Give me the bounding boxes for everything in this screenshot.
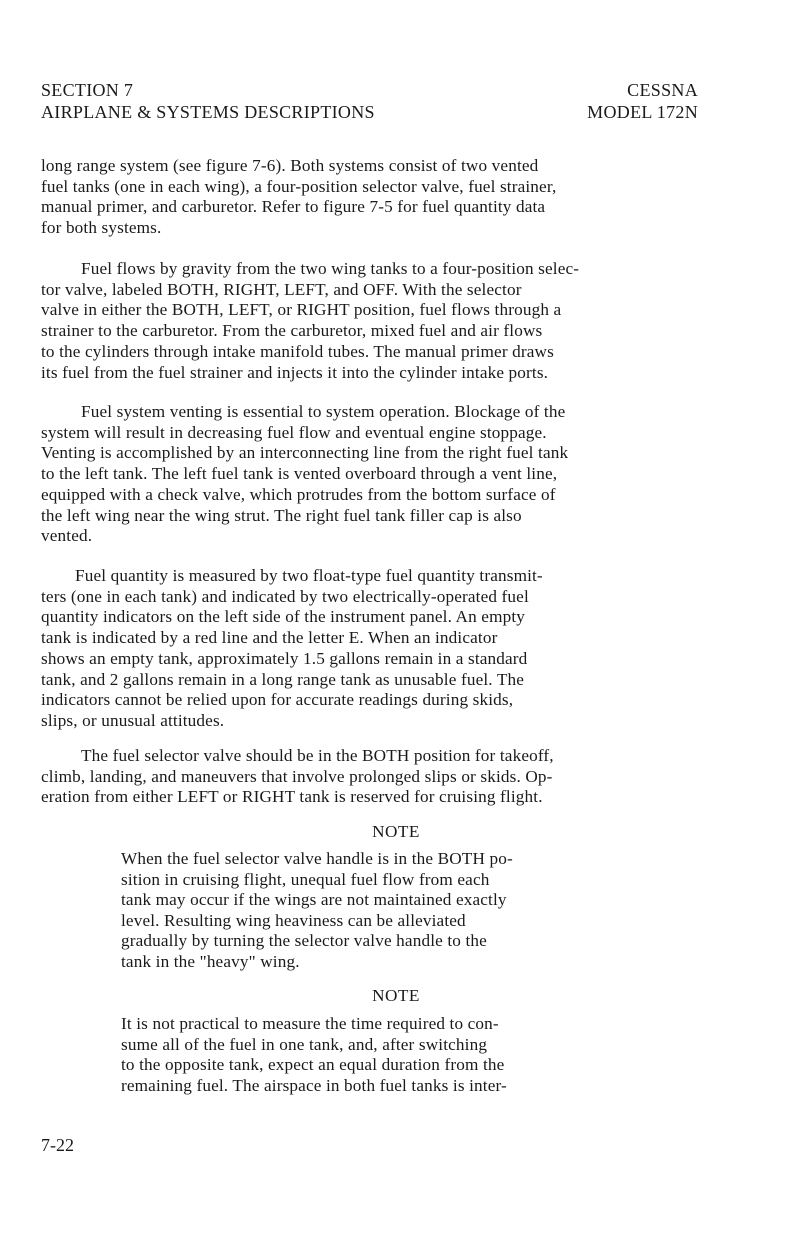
paragraph-line: climb, landing, and maneuvers that involve prolonged slips or skids. Op- (41, 766, 553, 786)
paragraph-line: tank is indicated by a red line and the letter E. When an indicator (41, 628, 498, 648)
paragraph-line: tor valve, labeled BOTH, RIGHT, LEFT, and OFF. With the selector (41, 279, 522, 299)
paragraph-fuel-quantity (41, 566, 721, 732)
paragraph-line: equipped with a check valve, which protrudes from the bottom surface of (41, 484, 556, 504)
note-line: tank may occur if the wings are not maintained exactly (121, 890, 507, 909)
section-number: SECTION 7 (41, 80, 134, 100)
note-heading: NOTE (372, 822, 420, 841)
paragraph-line: strainer to the carburetor. From the carburetor, mixed fuel and air flows (41, 321, 543, 341)
note-line: to the opposite tank, expect an equal duration from the (121, 1055, 505, 1074)
paragraph-line: the left wing near the wing strut. The right fuel tank filler cap is also (41, 505, 522, 525)
model-name: MODEL 172N (587, 102, 698, 122)
note-line: sition in cruising flight, unequal fuel flow from each (121, 869, 490, 889)
paragraph-fuel-systems-overview (41, 156, 721, 239)
paragraph-line: system will result in decreasing fuel flow and eventual engine stoppage. (41, 422, 547, 442)
paragraph-line: The fuel selector valve should be in the BOTH position for takeoff, (81, 746, 554, 765)
note-body (121, 849, 681, 972)
paragraph-line: to the left tank. The left fuel tank is vented overboard through a vent line, (41, 464, 558, 484)
paragraph-line: long range system (see figure 7-6). Both systems consist of two vented (41, 156, 539, 175)
section-header (41, 79, 375, 123)
paragraph-line: valve in either the BOTH, LEFT, or RIGHT position, fuel flows through a (41, 300, 562, 320)
note-line: It is not practical to measure the time required to con- (121, 1014, 499, 1033)
model-header (587, 79, 698, 123)
note-line: level. Resulting wing heaviness can be alleviated (121, 910, 466, 930)
paragraph-fuel-venting (41, 402, 721, 547)
paragraph-line: indicators cannot be relied upon for accurate readings during skids, (41, 690, 514, 710)
paragraph-line: shows an empty tank, approximately 1.5 gallons remain in a standard (41, 648, 528, 668)
paragraph-line: Fuel flows by gravity from the two wing tanks to a four-position selec- (81, 259, 580, 278)
paragraph-fuel-flow (41, 259, 721, 383)
paragraph-selector-valve (41, 746, 721, 808)
section-title: AIRPLANE & SYSTEMS DESCRIPTIONS (41, 102, 375, 122)
paragraph-line: eration from either LEFT or RIGHT tank is reserved for cruising flight. (41, 787, 543, 807)
paragraph-line: for both systems. (41, 218, 162, 238)
note-line: gradually by turning the selector valve handle to the (121, 931, 487, 950)
paragraph-line: to the cylinders through intake manifold tubes. The manual primer draws (41, 341, 554, 361)
paragraph-line: ters (one in each tank) and indicated by two electrically-operated fuel (41, 586, 529, 606)
note-line: tank in the "heavy" wing. (121, 951, 300, 971)
note-line: sume all of the fuel in one tank, and, after switching (121, 1034, 488, 1054)
paragraph-line: Venting is accomplished by an interconnecting line from the right fuel tank (41, 443, 569, 463)
manufacturer-name: CESSNA (627, 80, 698, 100)
paragraph-line: vented. (41, 526, 93, 546)
paragraph-line: manual primer, and carburetor. Refer to figure 7-5 for fuel quantity data (41, 197, 546, 217)
paragraph-line: fuel tanks (one in each wing), a four-position selector valve, fuel strainer, (41, 176, 557, 196)
paragraph-line: tank, and 2 gallons remain in a long range tank as unusable fuel. The (41, 669, 525, 689)
paragraph-line: Fuel system venting is essential to system operation. Blockage of the (81, 402, 566, 421)
paragraph-line: its fuel from the fuel strainer and injects it into the cylinder intake ports. (41, 362, 549, 382)
paragraph-line: Fuel quantity is measured by two float-type fuel quantity transmit- (75, 566, 543, 585)
note-body (121, 1014, 681, 1096)
paragraph-line: quantity indicators on the left side of the instrument panel. An empty (41, 607, 526, 627)
page-number: 7-22 (41, 1135, 74, 1155)
note-heading: NOTE (372, 986, 420, 1005)
note-line: remaining fuel. The airspace in both fuel tanks is inter- (121, 1075, 507, 1095)
note-line: When the fuel selector valve handle is in the BOTH po- (121, 849, 513, 868)
paragraph-line: slips, or unusual attitudes. (41, 710, 225, 730)
